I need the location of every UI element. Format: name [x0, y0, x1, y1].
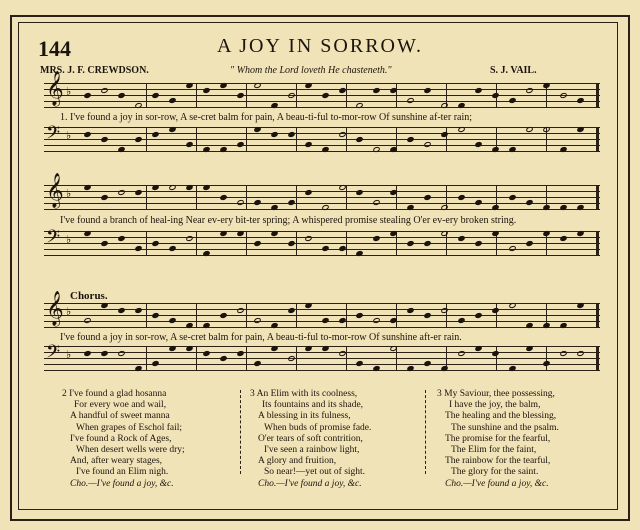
- flat-icon: ♭: [66, 305, 72, 318]
- barline: [446, 127, 447, 151]
- staff-line: [44, 327, 600, 328]
- note-head: [185, 141, 193, 148]
- barline: [146, 185, 147, 209]
- note-head: [321, 92, 329, 99]
- note-head: [236, 307, 244, 314]
- barline: [346, 83, 347, 107]
- note-head: [525, 199, 533, 206]
- note-head: [117, 235, 125, 242]
- staff-line: [44, 358, 600, 359]
- staff-line: [44, 107, 600, 108]
- note-head: [457, 350, 465, 357]
- barline: [296, 83, 297, 107]
- barline: [446, 303, 447, 327]
- note-head: [185, 345, 193, 352]
- note-head: [168, 345, 176, 352]
- lyric-line: I've found a branch of heal-ing Near ev-ery bit-ter spring; A whispered promise stealing O'er ev-ery broken string.: [60, 215, 517, 226]
- note-head: [287, 240, 295, 247]
- note-head: [168, 184, 176, 191]
- note-head: [304, 141, 312, 148]
- note-head: [219, 312, 227, 319]
- barline: [396, 83, 397, 107]
- staff-line: [44, 127, 600, 128]
- note-head: [83, 317, 91, 324]
- note-head: [134, 189, 142, 196]
- barline: [246, 185, 247, 209]
- note-head: [287, 307, 295, 314]
- staff-line: [44, 303, 600, 304]
- note-head: [542, 126, 550, 133]
- note-head: [508, 97, 516, 104]
- chorus-reference: Cho.—I've found a joy, &c.: [258, 478, 362, 489]
- lyricist-credit: MRS. J. F. CREWDSON.: [40, 65, 149, 76]
- note-head: [457, 126, 465, 133]
- barline: [346, 231, 347, 255]
- staff-line: [44, 101, 600, 102]
- note-head: [117, 350, 125, 357]
- barline: [346, 346, 347, 370]
- bass-clef-icon: 𝄢: [46, 227, 61, 252]
- page-number: 144: [38, 36, 71, 61]
- verse-line: For every woe and wail,: [74, 400, 167, 411]
- staff-line: [44, 191, 600, 192]
- barline: [246, 127, 247, 151]
- note-head: [253, 240, 261, 247]
- barline: [246, 346, 247, 370]
- staff-line: [44, 370, 600, 371]
- note-head: [542, 82, 550, 89]
- note-head: [236, 350, 244, 357]
- verse-line: A glory and fruition,: [258, 456, 337, 467]
- barline: [546, 346, 547, 370]
- barline: [196, 303, 197, 327]
- note-head: [491, 230, 499, 237]
- note-head: [542, 360, 550, 367]
- note-head: [83, 184, 91, 191]
- note-head: [100, 87, 108, 94]
- barline: [596, 83, 599, 107]
- barline: [146, 346, 147, 370]
- note-head: [219, 230, 227, 237]
- note-head: [355, 136, 363, 143]
- verse-line: The promise for the fearful,: [445, 433, 551, 444]
- note-head: [287, 131, 295, 138]
- barline: [146, 303, 147, 327]
- staff-line: [44, 231, 600, 232]
- verse-line: I've found a Rock of Ages,: [70, 433, 172, 444]
- note-head: [83, 230, 91, 237]
- verse-line: The glory for the saint.: [451, 467, 539, 478]
- note-head: [100, 136, 108, 143]
- note-head: [100, 194, 108, 201]
- barline: [396, 303, 397, 327]
- note-head: [236, 141, 244, 148]
- note-head: [168, 317, 176, 324]
- staff-line: [44, 255, 600, 256]
- epigraph: " Whom the Lord loveth He chasteneth.": [230, 65, 392, 76]
- note-head: [559, 235, 567, 242]
- verse-line: Its fountains and its shade,: [262, 400, 364, 411]
- note-head: [406, 307, 414, 314]
- barline: [246, 303, 247, 327]
- staff-line: [44, 133, 600, 134]
- note-head: [253, 360, 261, 367]
- verse-line: So near!—yet out of sight.: [264, 467, 366, 478]
- verse-line: The Elim for the faint,: [451, 445, 537, 456]
- barline: [296, 346, 297, 370]
- note-head: [440, 307, 448, 314]
- note-head: [576, 350, 584, 357]
- note-head: [457, 194, 465, 201]
- note-head: [151, 312, 159, 319]
- verse-2: [62, 389, 185, 490]
- note-head: [83, 131, 91, 138]
- staff-line: [44, 203, 600, 204]
- note-head: [576, 230, 584, 237]
- note-head: [355, 360, 363, 367]
- note-head: [151, 360, 159, 367]
- barline: [246, 231, 247, 255]
- note-head: [440, 131, 448, 138]
- note-head: [253, 317, 261, 324]
- barline: [596, 127, 599, 151]
- bass-clef-icon: 𝄢: [46, 342, 61, 367]
- staff-line: [44, 309, 600, 310]
- note-head: [151, 184, 159, 191]
- note-head: [117, 92, 125, 99]
- flat-icon: ♭: [66, 233, 72, 246]
- note-head: [525, 126, 533, 133]
- note-head: [100, 350, 108, 357]
- barline: [596, 303, 599, 327]
- note-head: [270, 131, 278, 138]
- note-head: [219, 355, 227, 362]
- note-head: [321, 345, 329, 352]
- barline: [196, 83, 197, 107]
- staff-line: [44, 89, 600, 90]
- note-head: [287, 92, 295, 99]
- treble-staff: [44, 71, 600, 107]
- chorus-reference: Cho.—I've found a joy, &c.: [70, 478, 174, 489]
- barline: [296, 185, 297, 209]
- note-head: [406, 97, 414, 104]
- barline: [296, 231, 297, 255]
- note-head: [423, 360, 431, 367]
- staff-line: [44, 83, 600, 84]
- note-head: [185, 82, 193, 89]
- note-head: [134, 136, 142, 143]
- note-head: [474, 199, 482, 206]
- note-head: [117, 307, 125, 314]
- note-head: [185, 184, 193, 191]
- note-head: [202, 350, 210, 357]
- note-head: [372, 235, 380, 242]
- verse-line: 3 An Elim with its coolness,: [250, 389, 358, 399]
- note-head: [491, 350, 499, 357]
- note-head: [474, 240, 482, 247]
- note-head: [168, 126, 176, 133]
- barline: [296, 127, 297, 151]
- barline: [196, 346, 197, 370]
- note-head: [525, 345, 533, 352]
- note-head: [287, 355, 295, 362]
- note-head: [423, 240, 431, 247]
- note-head: [253, 126, 261, 133]
- note-head: [406, 240, 414, 247]
- bass-staff: [44, 123, 600, 151]
- staff-line: [44, 315, 600, 316]
- note-head: [287, 199, 295, 206]
- note-head: [559, 92, 567, 99]
- column-divider: [425, 390, 427, 474]
- barline: [596, 231, 599, 255]
- note-head: [321, 245, 329, 252]
- note-head: [576, 302, 584, 309]
- note-head: [202, 87, 210, 94]
- bass-staff: [44, 227, 600, 255]
- staff-line: [44, 237, 600, 238]
- verse-line: O'er tears of soft contrition,: [258, 433, 363, 444]
- barline: [596, 185, 599, 209]
- note-head: [219, 194, 227, 201]
- verse-line: When desert wells were dry;: [76, 445, 185, 456]
- verse-line: When buds of promise fade.: [264, 422, 372, 433]
- note-head: [100, 302, 108, 309]
- hymn-title: A JOY IN SORROW.: [216, 35, 424, 57]
- note-head: [457, 317, 465, 324]
- chorus-label: Chorus.: [70, 290, 108, 302]
- column-divider: [240, 390, 242, 474]
- note-head: [525, 240, 533, 247]
- barline: [246, 83, 247, 107]
- verse-line: And, after weary stages,: [70, 456, 163, 467]
- note-head: [134, 307, 142, 314]
- staff-line: [44, 185, 600, 186]
- lyric-line: I've found a joy in sor-row, A se-cret balm for pain, A beau-ti-ful to-mor-row Of sunshine aft-er rain.: [60, 332, 462, 343]
- note-head: [236, 230, 244, 237]
- note-head: [423, 87, 431, 94]
- staff-line: [44, 197, 600, 198]
- treble-clef-icon: 𝄞: [46, 71, 64, 106]
- note-head: [304, 189, 312, 196]
- note-head: [474, 345, 482, 352]
- verse-line: The healing and the blessing,: [445, 411, 557, 422]
- note-head: [270, 230, 278, 237]
- note-head: [270, 345, 278, 352]
- note-head: [168, 97, 176, 104]
- note-head: [202, 184, 210, 191]
- note-head: [508, 194, 516, 201]
- note-head: [491, 307, 499, 314]
- treble-staff: [44, 173, 600, 209]
- note-head: [372, 87, 380, 94]
- verse-line: When grapes of Eschol fail;: [76, 422, 183, 433]
- note-head: [321, 317, 329, 324]
- flat-icon: ♭: [66, 129, 72, 142]
- note-head: [168, 245, 176, 252]
- note-head: [406, 136, 414, 143]
- verse-line: 3 My Saviour, thee possessing,: [437, 389, 555, 399]
- note-head: [423, 194, 431, 201]
- staff-line: [44, 364, 600, 365]
- note-head: [83, 350, 91, 357]
- note-head: [372, 199, 380, 206]
- note-head: [559, 350, 567, 357]
- note-head: [355, 189, 363, 196]
- barline: [196, 185, 197, 209]
- note-head: [100, 240, 108, 247]
- note-head: [474, 312, 482, 319]
- note-head: [83, 92, 91, 99]
- verse-line: I've found an Elim nigh.: [76, 467, 169, 478]
- note-head: [151, 92, 159, 99]
- staff-line: [44, 139, 600, 140]
- barline: [346, 127, 347, 151]
- barline: [396, 185, 397, 209]
- barline: [596, 346, 599, 370]
- verse-line: A handful of sweet manna: [70, 411, 170, 422]
- lyric-line: 1. I've found a joy in sor-row, A se-cret balm for pain, A beau-ti-ful to-mor-row Of sunshine af-ter rain;: [60, 112, 473, 123]
- note-head: [372, 317, 380, 324]
- note-head: [253, 82, 261, 89]
- barline: [296, 303, 297, 327]
- verse-line: 2 I've found a glad hosanna: [62, 389, 167, 399]
- barline: [146, 83, 147, 107]
- barline: [196, 127, 197, 151]
- verse-line: I have the joy, the balm,: [449, 400, 541, 411]
- note-head: [576, 126, 584, 133]
- note-head: [525, 87, 533, 94]
- staff-line: [44, 352, 600, 353]
- barline: [346, 303, 347, 327]
- note-head: [542, 230, 550, 237]
- treble-clef-icon: 𝄞: [46, 173, 64, 208]
- note-head: [185, 235, 193, 242]
- flat-icon: ♭: [66, 85, 72, 98]
- staff-line: [44, 145, 600, 146]
- flat-icon: ♭: [66, 348, 72, 361]
- note-head: [151, 240, 159, 247]
- barline: [146, 231, 147, 255]
- barline: [146, 127, 147, 151]
- verse-3: [250, 389, 371, 490]
- note-head: [151, 131, 159, 138]
- bass-staff: [44, 342, 600, 370]
- treble-clef-icon: 𝄞: [46, 291, 64, 326]
- verse-line: The rainbow for the tearful,: [445, 456, 551, 467]
- verse-line: I've seen a rainbow light,: [264, 445, 360, 456]
- note-head: [304, 345, 312, 352]
- note-head: [457, 235, 465, 242]
- chorus-reference: Cho.—I've found a joy, &c.: [445, 478, 549, 489]
- note-head: [253, 199, 261, 206]
- note-head: [236, 92, 244, 99]
- note-head: [508, 245, 516, 252]
- barline: [196, 231, 197, 255]
- note-head: [440, 230, 448, 237]
- note-head: [134, 245, 142, 252]
- composer-credit: S. J. VAIL.: [490, 65, 537, 76]
- flat-icon: ♭: [66, 187, 72, 200]
- note-head: [474, 141, 482, 148]
- staff-line: [44, 243, 600, 244]
- note-head: [423, 312, 431, 319]
- bass-clef-icon: 𝄢: [46, 123, 61, 148]
- note-head: [423, 141, 431, 148]
- note-head: [576, 97, 584, 104]
- note-head: [304, 302, 312, 309]
- verse-line: A blessing in its fulness,: [258, 411, 351, 422]
- verse-line: The sunshine and the psalm.: [451, 422, 559, 433]
- note-head: [508, 302, 516, 309]
- note-head: [304, 235, 312, 242]
- note-head: [236, 199, 244, 206]
- note-head: [474, 87, 482, 94]
- note-head: [304, 82, 312, 89]
- note-head: [219, 82, 227, 89]
- note-head: [117, 189, 125, 196]
- barline: [346, 185, 347, 209]
- verse-4: [437, 389, 559, 490]
- note-head: [355, 312, 363, 319]
- note-head: [491, 92, 499, 99]
